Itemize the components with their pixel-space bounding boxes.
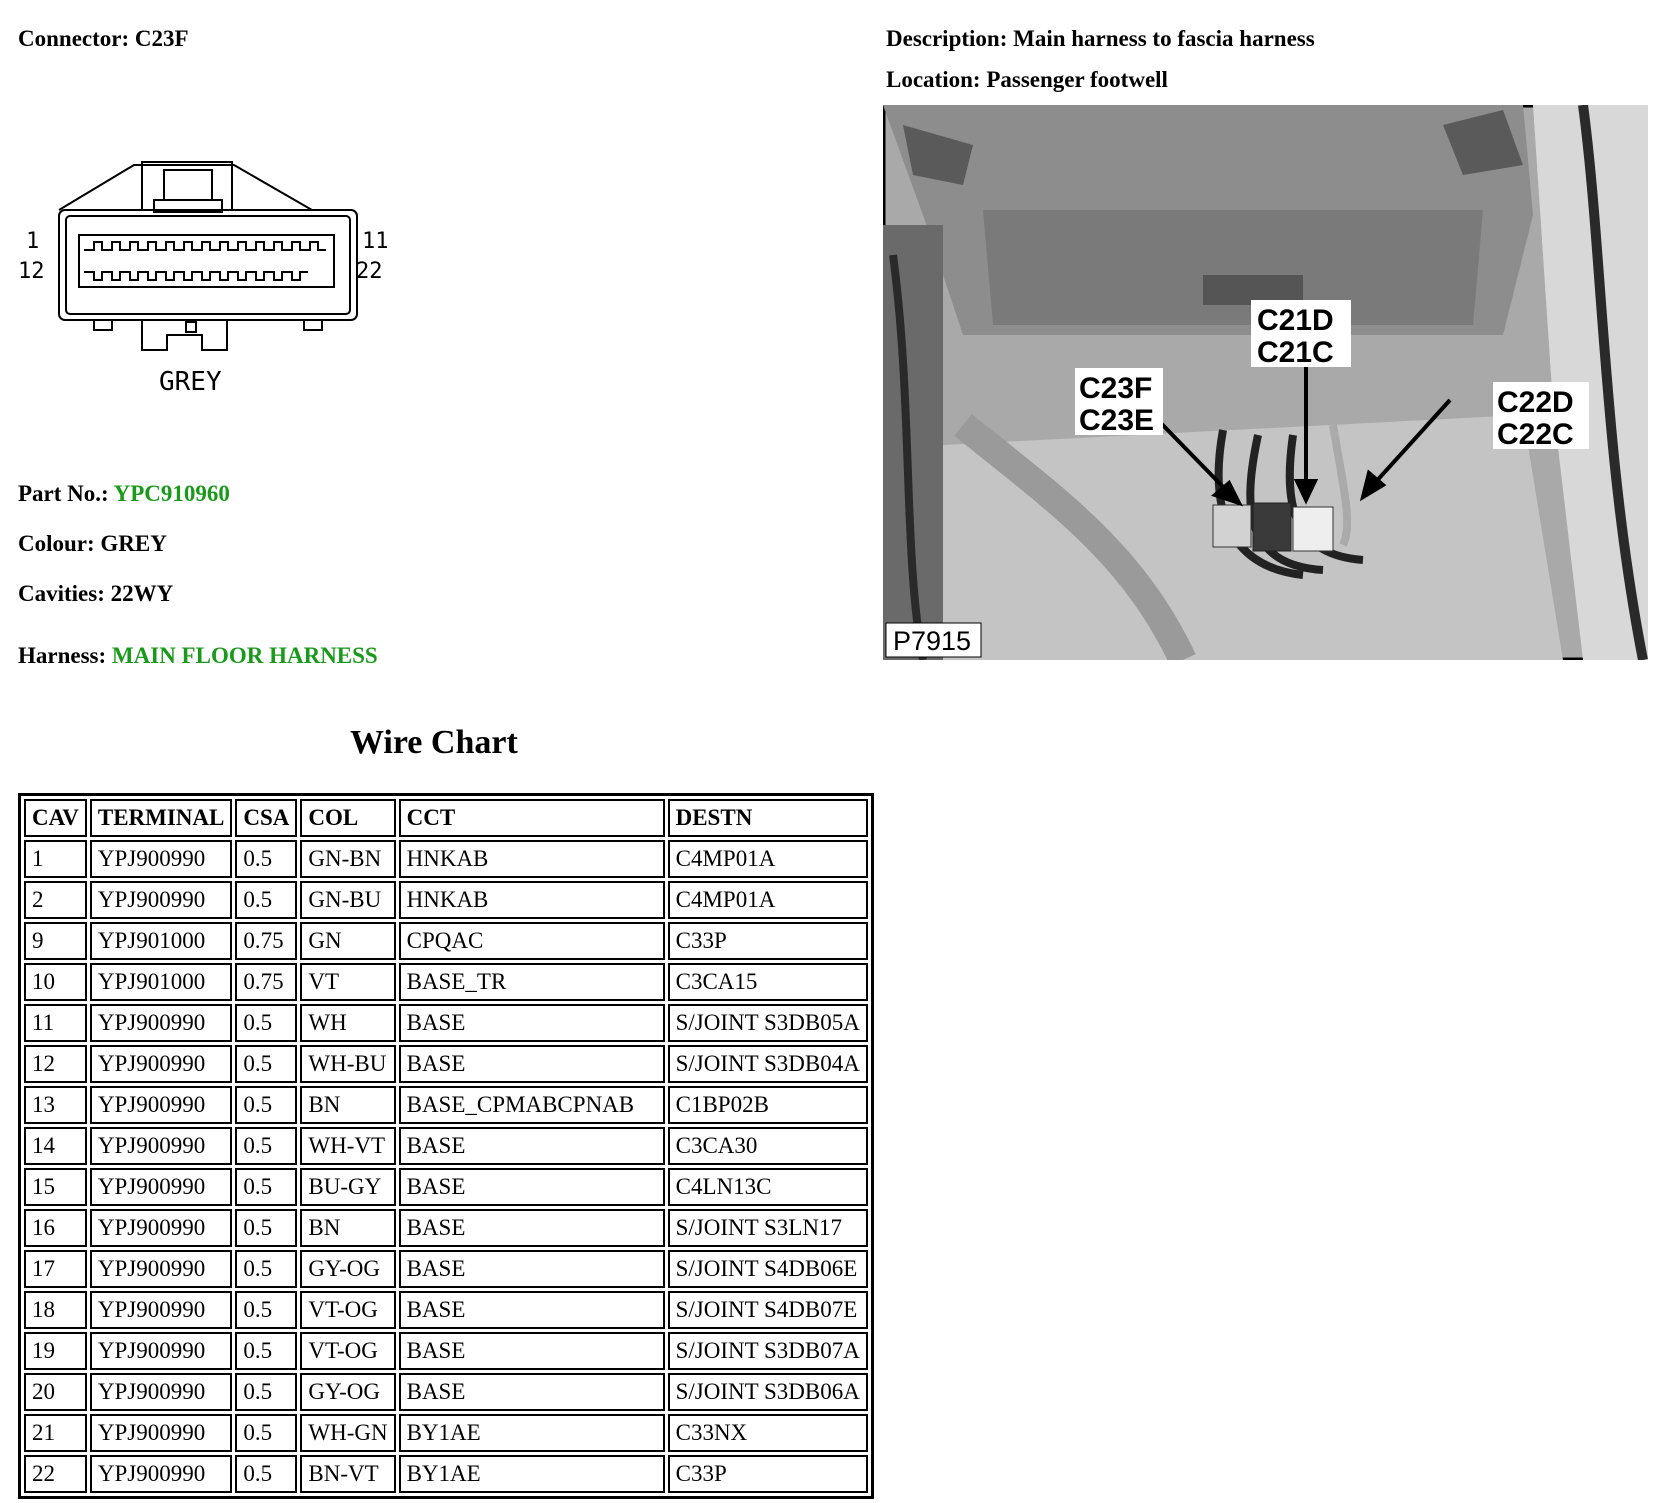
- terminal-cell: YPJ900990: [90, 1291, 233, 1329]
- destn-cell: C1BP02B: [668, 1086, 868, 1124]
- cct-cell: BY1AE: [399, 1455, 665, 1493]
- description-field: [886, 26, 1315, 52]
- table-row: [24, 1045, 868, 1083]
- location-photo: [883, 105, 1648, 660]
- cav-cell: 20: [24, 1373, 87, 1411]
- column-header-destn: DESTN: [668, 799, 868, 837]
- cct-cell: BASE_CPMABCPNAB: [399, 1086, 665, 1124]
- csa-cell: 0.5: [235, 1291, 297, 1329]
- cav-cell: 1: [24, 840, 87, 878]
- terminal-cell: YPJ900990: [90, 1455, 233, 1493]
- cav-cell: 14: [24, 1127, 87, 1165]
- table-row: [24, 1004, 868, 1042]
- terminal-cell: YPJ900990: [90, 1414, 233, 1452]
- csa-cell: 0.5: [235, 1004, 297, 1042]
- csa-cell: 0.5: [235, 1127, 297, 1165]
- cavities-label: Cavities:: [18, 581, 105, 606]
- csa-cell: 0.5: [235, 840, 297, 878]
- cav-cell: 22: [24, 1455, 87, 1493]
- table-row: [24, 1086, 868, 1124]
- terminal-cell: YPJ901000: [90, 922, 233, 960]
- table-row: [24, 840, 868, 878]
- csa-cell: 0.5: [235, 1332, 297, 1370]
- location-label: Location:: [886, 67, 981, 92]
- harness-link[interactable]: MAIN FLOOR HARNESS: [111, 643, 378, 668]
- part-no-link[interactable]: YPC910960: [113, 481, 230, 506]
- table-row: [24, 1168, 868, 1206]
- destn-cell: S/JOINT S3DB07A: [668, 1332, 868, 1370]
- cct-cell: BASE: [399, 1250, 665, 1288]
- destn-cell: S/JOINT S4DB07E: [668, 1291, 868, 1329]
- cav-cell: 11: [24, 1004, 87, 1042]
- csa-cell: 0.5: [235, 881, 297, 919]
- csa-cell: 0.5: [235, 1209, 297, 1247]
- csa-cell: 0.75: [235, 963, 297, 1001]
- pin-label-12: 12: [18, 259, 45, 284]
- table-row: [24, 881, 868, 919]
- cav-cell: 13: [24, 1086, 87, 1124]
- col-cell: VT-OG: [300, 1332, 395, 1370]
- terminal-cell: YPJ900990: [90, 1332, 233, 1370]
- callout-c21d: C21D: [1257, 304, 1334, 337]
- cavities-value: 22WY: [110, 581, 174, 606]
- cct-cell: BASE: [399, 1045, 665, 1083]
- harness-field: [18, 643, 378, 669]
- callout-c23f: C23F: [1079, 372, 1153, 405]
- terminal-cell: YPJ900990: [90, 1004, 233, 1042]
- table-row: [24, 1127, 868, 1165]
- col-cell: VT: [300, 963, 395, 1001]
- column-header-terminal: TERMINAL: [90, 799, 233, 837]
- part-no-label: Part No.:: [18, 481, 109, 506]
- cav-cell: 15: [24, 1168, 87, 1206]
- terminal-cell: YPJ900990: [90, 1045, 233, 1083]
- destn-cell: C33P: [668, 922, 868, 960]
- table-row: [24, 1209, 868, 1247]
- destn-cell: C4MP01A: [668, 840, 868, 878]
- pin-label-22: 22: [356, 259, 383, 284]
- terminal-cell: YPJ900990: [90, 1209, 233, 1247]
- col-cell: WH: [300, 1004, 395, 1042]
- destn-cell: C33P: [668, 1455, 868, 1493]
- col-cell: WH-BU: [300, 1045, 395, 1083]
- csa-cell: 0.5: [235, 1250, 297, 1288]
- colour-value: GREY: [100, 531, 167, 556]
- wire-chart-table: [18, 793, 874, 1499]
- cav-cell: 19: [24, 1332, 87, 1370]
- terminal-cell: YPJ900990: [90, 1250, 233, 1288]
- cct-cell: BASE: [399, 1168, 665, 1206]
- table-row: [24, 1373, 868, 1411]
- harness-label: Harness:: [18, 643, 107, 668]
- cct-cell: BASE: [399, 1209, 665, 1247]
- csa-cell: 0.5: [235, 1373, 297, 1411]
- pin-label-1: 1: [26, 229, 40, 254]
- cav-cell: 16: [24, 1209, 87, 1247]
- col-cell: BN: [300, 1209, 395, 1247]
- callout-c21c: C21C: [1257, 336, 1334, 369]
- col-cell: GY-OG: [300, 1373, 395, 1411]
- col-cell: GN: [300, 922, 395, 960]
- figure-id: P7915: [893, 626, 972, 656]
- terminal-cell: YPJ901000: [90, 963, 233, 1001]
- cav-cell: 17: [24, 1250, 87, 1288]
- col-cell: GY-OG: [300, 1250, 395, 1288]
- description-label: Description:: [886, 26, 1008, 51]
- csa-cell: 0.5: [235, 1414, 297, 1452]
- cct-cell: BASE: [399, 1332, 665, 1370]
- destn-cell: C4MP01A: [668, 881, 868, 919]
- col-cell: WH-GN: [300, 1414, 395, 1452]
- terminal-cell: YPJ900990: [90, 1373, 233, 1411]
- table-row: [24, 922, 868, 960]
- table-row: [24, 1291, 868, 1329]
- destn-cell: C33NX: [668, 1414, 868, 1452]
- table-row: [24, 963, 868, 1001]
- csa-cell: 0.5: [235, 1045, 297, 1083]
- cct-cell: BASE: [399, 1373, 665, 1411]
- wire-chart-title: Wire Chart: [350, 724, 518, 761]
- col-cell: WH-VT: [300, 1127, 395, 1165]
- col-cell: GN-BU: [300, 881, 395, 919]
- table-row: [24, 1250, 868, 1288]
- column-header-cav: CAV: [24, 799, 87, 837]
- col-cell: BN-VT: [300, 1455, 395, 1493]
- destn-cell: C3CA15: [668, 963, 868, 1001]
- cav-cell: 10: [24, 963, 87, 1001]
- cav-cell: 18: [24, 1291, 87, 1329]
- connector-face-diagram: [14, 150, 394, 410]
- cct-cell: BASE: [399, 1127, 665, 1165]
- colour-field: [18, 531, 167, 557]
- destn-cell: S/JOINT S3DB06A: [668, 1373, 868, 1411]
- cav-cell: 2: [24, 881, 87, 919]
- terminal-cell: YPJ900990: [90, 1086, 233, 1124]
- connector-field: [18, 26, 189, 52]
- destn-cell: C4LN13C: [668, 1168, 868, 1206]
- terminal-cell: YPJ900990: [90, 840, 233, 878]
- description-value: Main harness to fascia harness: [1013, 26, 1315, 51]
- csa-cell: 0.5: [235, 1086, 297, 1124]
- csa-cell: 0.5: [235, 1455, 297, 1493]
- table-header-row: [24, 799, 868, 837]
- connector-value: C23F: [134, 26, 189, 51]
- destn-cell: S/JOINT S3LN17: [668, 1209, 868, 1247]
- cct-cell: BASE: [399, 1004, 665, 1042]
- cct-cell: BASE: [399, 1291, 665, 1329]
- destn-cell: S/JOINT S4DB06E: [668, 1250, 868, 1288]
- col-cell: BN: [300, 1086, 395, 1124]
- location-field: [886, 67, 1168, 93]
- column-header-csa: CSA: [235, 799, 297, 837]
- destn-cell: C3CA30: [668, 1127, 868, 1165]
- cav-cell: 12: [24, 1045, 87, 1083]
- column-header-col: COL: [300, 799, 395, 837]
- callout-c23e: C23E: [1079, 404, 1155, 437]
- cav-cell: 21: [24, 1414, 87, 1452]
- terminal-cell: YPJ900990: [90, 881, 233, 919]
- connector-colour-label: GREY: [159, 367, 222, 397]
- connector-label: Connector:: [18, 26, 130, 51]
- destn-cell: S/JOINT S3DB05A: [668, 1004, 868, 1042]
- wire-chart-body: [24, 840, 868, 1493]
- part-no-field: [18, 481, 230, 507]
- callout-c22c: C22C: [1497, 418, 1574, 451]
- cct-cell: HNKAB: [399, 840, 665, 878]
- cct-cell: BY1AE: [399, 1414, 665, 1452]
- cav-cell: 9: [24, 922, 87, 960]
- cct-cell: BASE_TR: [399, 963, 665, 1001]
- cavities-field: [18, 581, 173, 607]
- terminal-cell: YPJ900990: [90, 1168, 233, 1206]
- table-row: [24, 1332, 868, 1370]
- terminal-cell: YPJ900990: [90, 1127, 233, 1165]
- table-row: [24, 1414, 868, 1452]
- cct-cell: HNKAB: [399, 881, 665, 919]
- col-cell: VT-OG: [300, 1291, 395, 1329]
- col-cell: GN-BN: [300, 840, 395, 878]
- location-value: Passenger footwell: [986, 67, 1168, 92]
- colour-label: Colour:: [18, 531, 95, 556]
- destn-cell: S/JOINT S3DB04A: [668, 1045, 868, 1083]
- pin-label-11: 11: [362, 229, 389, 254]
- csa-cell: 0.75: [235, 922, 297, 960]
- callout-c22d: C22D: [1497, 386, 1574, 419]
- col-cell: BU-GY: [300, 1168, 395, 1206]
- table-row: [24, 1455, 868, 1493]
- csa-cell: 0.5: [235, 1168, 297, 1206]
- cct-cell: CPQAC: [399, 922, 665, 960]
- column-header-cct: CCT: [399, 799, 665, 837]
